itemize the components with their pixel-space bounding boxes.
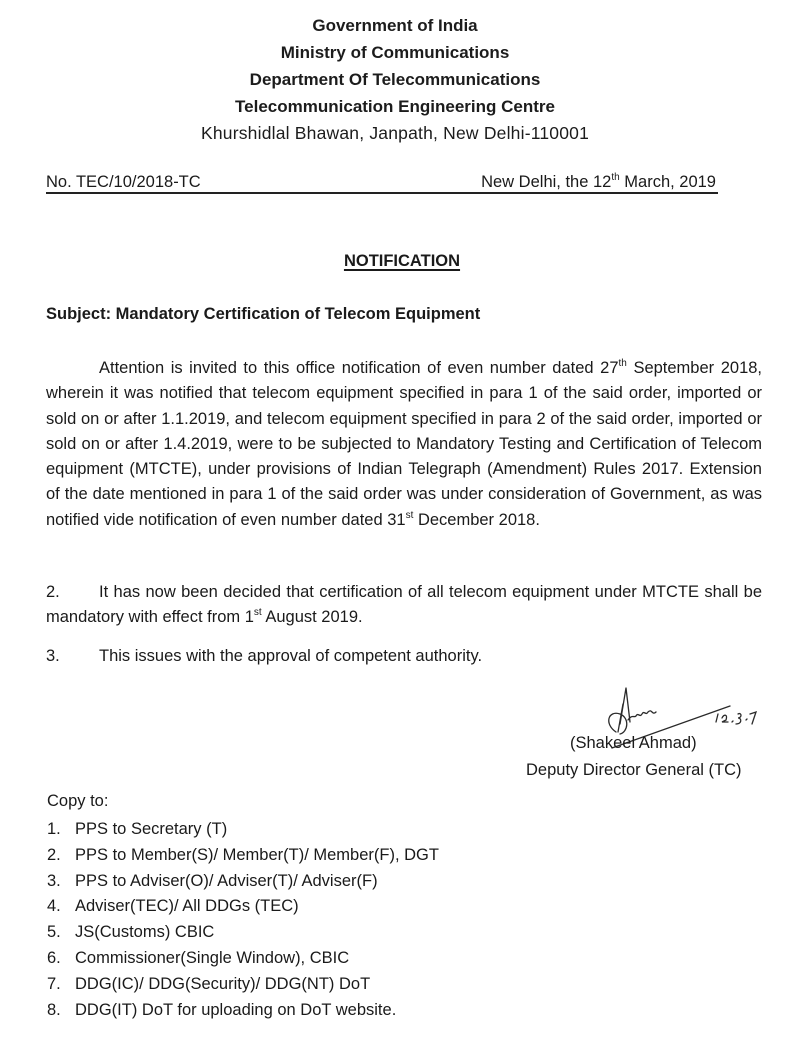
copy-to-item (47, 894, 439, 920)
item-number: 1. (47, 820, 61, 838)
item-number: 8. (47, 1000, 61, 1019)
copy-to-item (47, 972, 439, 998)
p1-text-c: December 2018. (413, 510, 540, 529)
paragraph-3 (46, 644, 762, 669)
item-text: PPS to Adviser(O)/ Adviser(T)/ Adviser(F) (75, 871, 378, 890)
item-number: 2. (47, 845, 61, 864)
copy-to-label: Copy to: (47, 792, 109, 810)
subject-line: Subject: Mandatory Certification of Telecom Equipment (46, 305, 481, 323)
item-text: JS(Customs) CBIC (75, 923, 215, 942)
item-number: 4. (47, 897, 61, 916)
copy-to-item (47, 843, 439, 869)
paragraph-1 (46, 356, 762, 533)
letterhead-ministry: Ministry of Communications (280, 43, 510, 62)
p1-ordinal-1: th (618, 358, 627, 369)
copy-to-item (47, 998, 439, 1024)
reference-number: No. TEC/10/2018-TC (46, 173, 201, 191)
date-ordinal: th (611, 172, 620, 183)
p2-text-a: It has now been decided that certification of all telecom equipment under MTCTE shall be mandatory with effect from 1 (46, 583, 762, 627)
item-number: 5. (47, 923, 61, 942)
item-text: PPS to Secretary (T) (75, 820, 228, 838)
reference-date (481, 172, 716, 192)
item-text: DDG(IT) DoT for uploading on DoT website. (75, 1000, 397, 1019)
copy-to-item (47, 869, 439, 895)
p1-text-b: September 2018, wherein it was notified that telecom equipment specified in para 1 of the said order, imported or sold on or after 1.1.2019, and telecom equipment specified in para 2 of the said order, imported or sold on or after 1.4.2019, were to be subjected to Mandatory Testing and Certification of Telecom equipment (MTCTE), under provisions of Indian Telegraph (Amendment) Rules 2017. Extension of the date mentioned in para 1 of the said order was under consideration of Government, as was notified vide notification of even number dated 31 (46, 359, 763, 529)
letterhead-department: Department Of Telecommunications (249, 70, 541, 89)
item-number: 6. (47, 948, 61, 967)
notification-heading: NOTIFICATION (343, 252, 461, 270)
copy-to-item (47, 920, 439, 946)
copy-to-item (47, 946, 439, 972)
reference-row (46, 172, 718, 194)
p3-text: This issues with the approval of competent authority. (99, 647, 483, 665)
paragraph-number: 2. (46, 583, 60, 601)
paragraph-number: 3. (46, 647, 60, 665)
date-suffix: March, 2019 (619, 173, 716, 191)
item-text: DDG(IC)/ DDG(Security)/ DDG(NT) DoT (75, 974, 371, 993)
copy-to-item (47, 817, 439, 843)
letterhead-government: Government of India (312, 16, 478, 35)
item-number: 7. (47, 974, 61, 993)
p2-ordinal: st (253, 607, 262, 619)
signatory-designation: Deputy Director General (TC) (526, 761, 742, 779)
p2-text-b: August 2019. (261, 608, 363, 627)
date-prefix: New Delhi, the 12 (481, 173, 612, 191)
p1-text-a: Attention is invited to this office notification of even number dated 27 (99, 359, 619, 377)
item-number: 3. (47, 871, 61, 890)
letterhead-address: Khurshidlal Bhawan, Janpath, New Delhi-110001 (200, 123, 590, 143)
letterhead-centre: Telecommunication Engineering Centre (235, 97, 555, 116)
paragraph-2 (46, 580, 762, 631)
copy-to-list (47, 817, 439, 1023)
signatory-name: (Shakeel Ahmad) (570, 734, 697, 752)
letterhead (0, 12, 790, 147)
p1-ordinal-2: st (405, 509, 414, 521)
item-text: Commissioner(Single Window), CBIC (75, 948, 350, 967)
item-text: Adviser(TEC)/ All DDGs (TEC) (75, 897, 299, 916)
item-text: PPS to Member(S)/ Member(T)/ Member(F), DGT (75, 845, 439, 864)
